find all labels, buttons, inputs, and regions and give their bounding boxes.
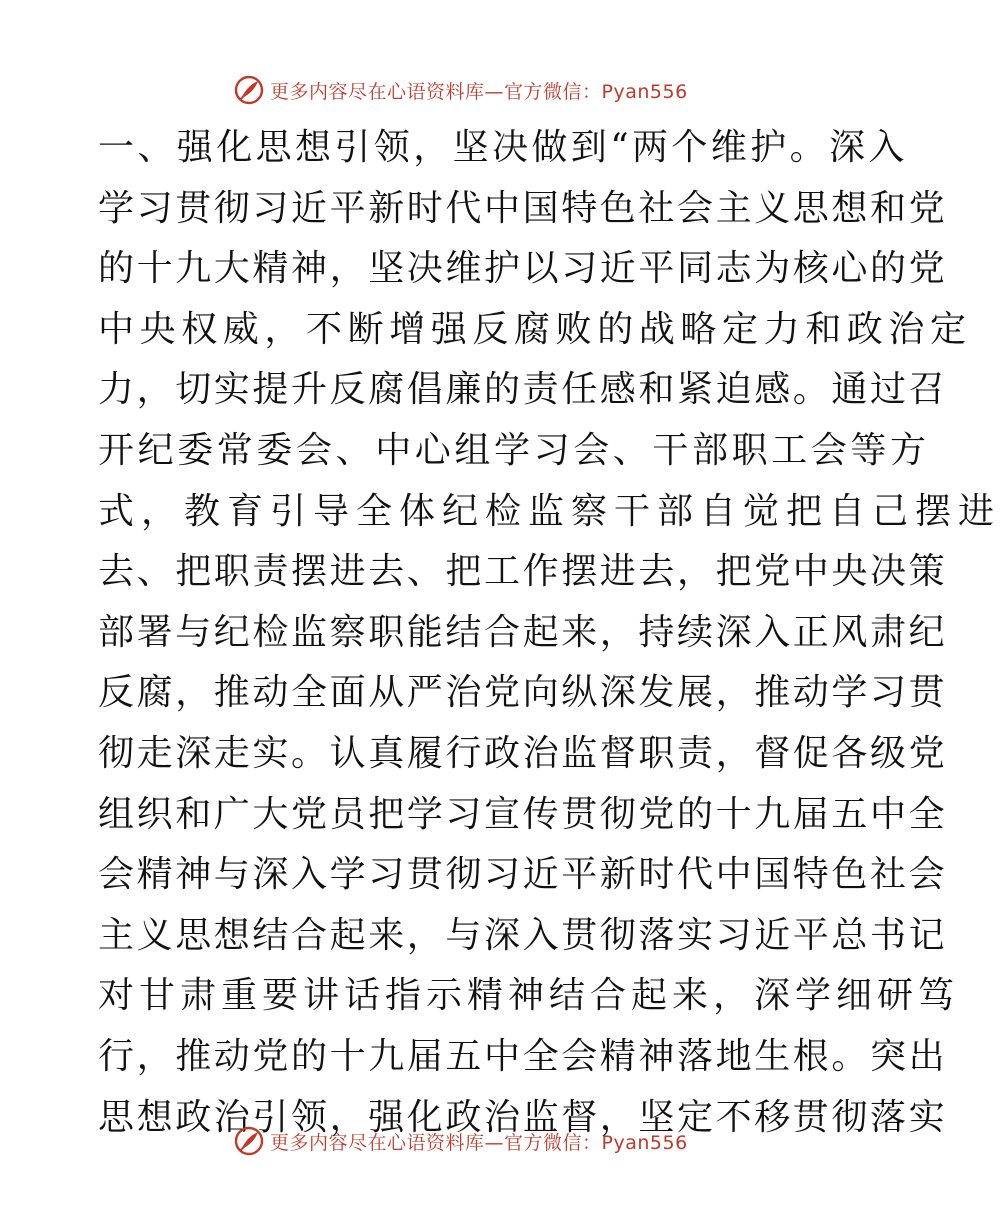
paragraph-line: 去、把职责摆进去、把工作摆进去，把党中央决策 [98,551,948,593]
paragraph-line: 中央权威，不断增强反腐败的战略定力和政治定 [98,308,972,350]
paragraph-line: 部署与纪检监察职能结合起来，持续深入正风肃纪 [98,611,948,653]
paragraph-line: 的十九大精神，坚决维护以习近平同志为核心的党 [98,248,948,290]
paragraph-line: 主义思想结合起来，与深入贯彻落实习近平总书记 [98,914,948,956]
paragraph-line: 彻走深走实。认真履行政治监督职责，督促各级党 [98,732,948,774]
paragraph-line: 反腐，推动全面从严治党向纵深发展，推动学习贯 [98,672,948,714]
document-body [98,118,1001,1148]
paragraph-line: 力，切实提升反腐倡廉的责任感和紧迫感。通过召 [98,369,948,411]
paragraph-line: 思想政治引领，强化政治监督，坚定不移贯彻落实 [98,1096,948,1138]
paragraph-line: 组织和广大党员把学习宣传贯彻党的十九届五中全 [98,793,948,835]
paragraph-line: 开纪委常委会、中心组学习会、干部职工会等方 [98,429,930,471]
footer-banner-text: 更多内容尽在心语资料库—官方微信：Pyan556 [270,1131,688,1154]
paragraph-line: 行，推动党的十九届五中全会精神落地生根。突出 [98,1035,948,1077]
quill-logo-icon [234,1126,264,1156]
paragraph-line: 一、强化思想引领，坚决做到“两个维护。深入 [98,127,908,168]
paragraph-line: 学习贯彻习近平新时代中国特色社会主义思想和党 [98,187,948,229]
footer-banner [234,1124,688,1158]
paragraph-line: 会精神与深入学习贯彻习近平新时代中国特色社会 [98,854,948,896]
header-banner [234,73,688,107]
paragraph-line: 式，教育引导全体纪检监察干部自觉把自己摆进 [98,490,1001,532]
paragraph-line: 对甘肃重要讲话指示精神结合起来，深学细研笃 [98,975,960,1017]
quill-logo-icon [234,75,264,105]
header-banner-text: 更多内容尽在心语资料库—官方微信：Pyan556 [270,80,688,103]
